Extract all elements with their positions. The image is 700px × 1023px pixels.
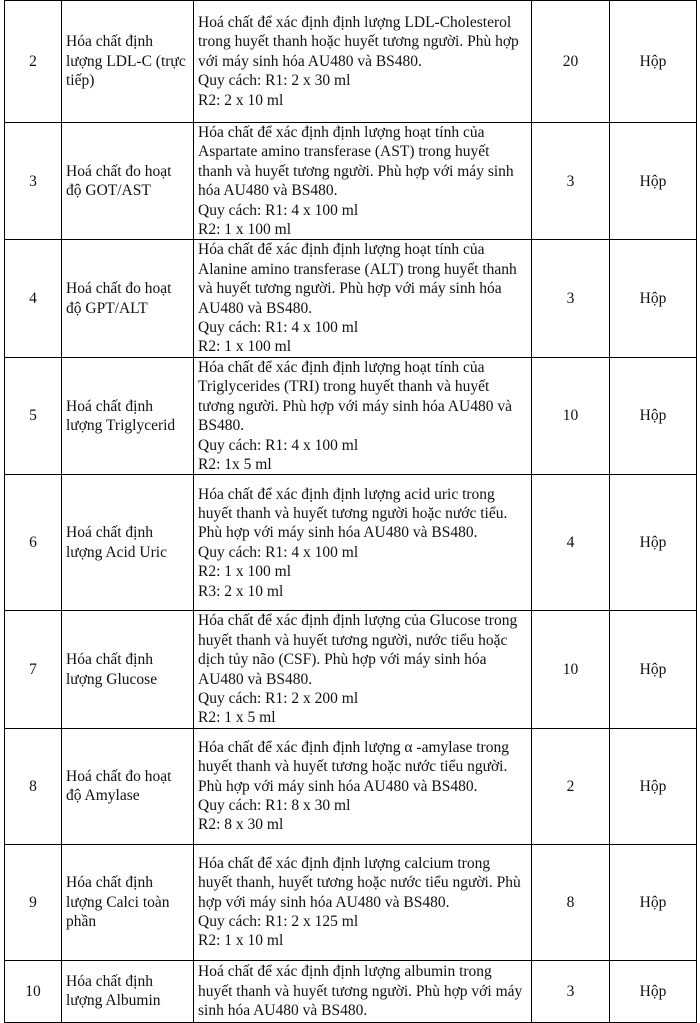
chemical-description: Hóa chất để xác định định lượng hoạt tính của Alanine amino transferase (ALT) trong huyết thanh và huyết tương người. Phù hợp với máy sinh hóa AU480 và BS480. xyxy=(198,241,517,317)
chemical-description: Hoá chất để xác định định lượng albumin trong huyết thanh và huyết tương người. Phù hợp với máy sinh hóa AU480 và BS480. xyxy=(198,963,523,1019)
packing-spec: Quy cách: R1: 4 x 100 ml xyxy=(198,201,359,219)
row-number: 3 xyxy=(5,123,62,240)
packing-spec: R2: 1 x 5 ml xyxy=(198,709,276,727)
chemical-name: Hóa chất định lượng Calci toàn phần xyxy=(62,844,194,960)
chemical-description-cell xyxy=(194,240,532,357)
chemical-name: Hóa chất định lượng Glucose xyxy=(62,611,194,728)
unit: Hộp xyxy=(610,844,697,960)
packing-spec: R2: 1 x 100 ml xyxy=(198,563,292,581)
row-number: 4 xyxy=(5,240,62,357)
chemical-description: Hóa chất để xác định định lượng hoạt tính của Triglycerides (TRI) trong huyết thanh và huyết tương người. Phù hợp với máy sinh hóa AU480 và BS480. xyxy=(198,358,512,435)
chemical-description: Hóa chất để xác định định lượng hoạt tính của Aspartate amino transferase (AST) trong huyết thanh và huyết tương người. Phù hợp với máy sinh hóa AU480 và BS480. xyxy=(198,124,514,200)
table-row xyxy=(5,844,697,960)
chemicals-table xyxy=(4,0,697,1023)
packing-spec: R2: 2 x 10 ml xyxy=(198,91,284,109)
quantity: 3 xyxy=(532,960,610,1022)
chemical-description: Hóa chất để xác định định lượng α -amylase trong huyết thanh và huyết tương hoặc nước tiểu người. Phù hợp với máy sinh hóa AU480 và BS480. xyxy=(198,738,509,795)
packing-spec: Quy cách: R1: 8 x 30 ml xyxy=(198,796,351,814)
quantity: 2 xyxy=(532,728,610,844)
row-number: 9 xyxy=(5,844,62,960)
unit: Hộp xyxy=(610,1,697,123)
chemical-description-cell xyxy=(194,611,532,728)
unit: Hộp xyxy=(610,240,697,357)
chemical-description-cell xyxy=(194,475,532,611)
packing-spec: Quy cách: R1: 2 x 30 ml xyxy=(198,72,351,90)
chemical-description: Hóa chất để xác định định lượng acid uric trong huyết thanh và huyết tương người hoặc nước tiểu. Phù hợp với máy sinh hóa AU480 và BS480. xyxy=(198,485,508,542)
table-row xyxy=(5,728,697,844)
quantity: 4 xyxy=(532,475,610,611)
unit: Hộp xyxy=(610,728,697,844)
chemical-description-cell xyxy=(194,123,532,240)
quantity: 3 xyxy=(532,123,610,240)
chemical-description-cell xyxy=(194,960,532,1022)
chemical-name: Hoá chất đo hoạt độ GPT/ALT xyxy=(62,240,194,357)
quantity: 8 xyxy=(532,844,610,960)
table-row xyxy=(5,475,697,611)
chemical-description-cell xyxy=(194,728,532,844)
chemical-name: Hóa chất định lượng LDL-C (trực tiếp) xyxy=(62,1,194,123)
chemical-description-cell xyxy=(194,844,532,960)
row-number: 5 xyxy=(5,357,62,474)
quantity: 3 xyxy=(532,240,610,357)
chemical-description: Hóa chất để xác định định lượng calcium trong huyết thanh, huyết tương hoặc nước tiểu người. Phù hợp với máy sinh hóa AU480 và BS480. xyxy=(198,854,521,911)
packing-spec: R2: 8 x 30 ml xyxy=(198,816,284,834)
chemical-name: Hóa chất định lượng Albumin xyxy=(62,960,194,1022)
row-number: 7 xyxy=(5,611,62,728)
packing-spec: Quy cách: R1: 4 x 100 ml xyxy=(198,319,359,337)
row-number: 2 xyxy=(5,1,62,123)
chemical-description: Hóa chất để xác định định lượng của Glucose trong huyết thanh và huyết tương người, nước tiểu hoặc dịch tủy não (CSF). Phù hợp với máy sinh hóa AU480 và BS480. xyxy=(198,612,518,688)
packing-spec: R2: 1 x 10 ml xyxy=(198,932,284,950)
packing-spec: Quy cách: R1: 4 x 100 ml xyxy=(198,543,359,561)
chemical-name: Hoá chất định lượng Acid Uric xyxy=(62,475,194,611)
row-number: 10 xyxy=(5,960,62,1022)
table-row xyxy=(5,611,697,728)
table-row xyxy=(5,1,697,123)
unit: Hộp xyxy=(610,960,697,1022)
chemical-name: Hoá chất đo hoạt độ Amylase xyxy=(62,728,194,844)
quantity: 10 xyxy=(532,611,610,728)
chemical-name: Hoá chất đo hoạt độ GOT/AST xyxy=(62,123,194,240)
table-row xyxy=(5,123,697,240)
chemical-name: Hoá chất định lượng Triglycerid xyxy=(62,357,194,474)
row-number: 6 xyxy=(5,475,62,611)
table-row xyxy=(5,960,697,1022)
packing-spec: R3: 2 x 10 ml xyxy=(198,582,284,600)
table-row xyxy=(5,357,697,474)
packing-spec: Quy cách: R1: 2 x 125 ml xyxy=(198,912,359,930)
chemical-description-cell xyxy=(194,1,532,123)
chemical-description: Hoá chất để xác định định lượng LDL-Cholesterol trong huyết thanh hoặc huyết tương người. Phù hợp với máy sinh hóa AU480 và BS480. xyxy=(198,13,519,70)
unit: Hộp xyxy=(610,357,697,474)
row-number: 8 xyxy=(5,728,62,844)
unit: Hộp xyxy=(610,123,697,240)
unit: Hộp xyxy=(610,611,697,728)
table-row xyxy=(5,240,697,357)
packing-spec: R2: 1 x 100 ml xyxy=(198,221,292,239)
quantity: 10 xyxy=(532,357,610,474)
packing-spec: R2: 1x 5 ml xyxy=(198,455,272,473)
packing-spec: Quy cách: R1: 2 x 200 ml xyxy=(198,689,359,707)
unit: Hộp xyxy=(610,475,697,611)
packing-spec: R2: 1 x 100 ml xyxy=(198,338,292,356)
quantity: 20 xyxy=(532,1,610,123)
packing-spec: Quy cách: R1: 4 x 100 ml xyxy=(198,436,359,454)
chemical-description-cell xyxy=(194,357,532,474)
